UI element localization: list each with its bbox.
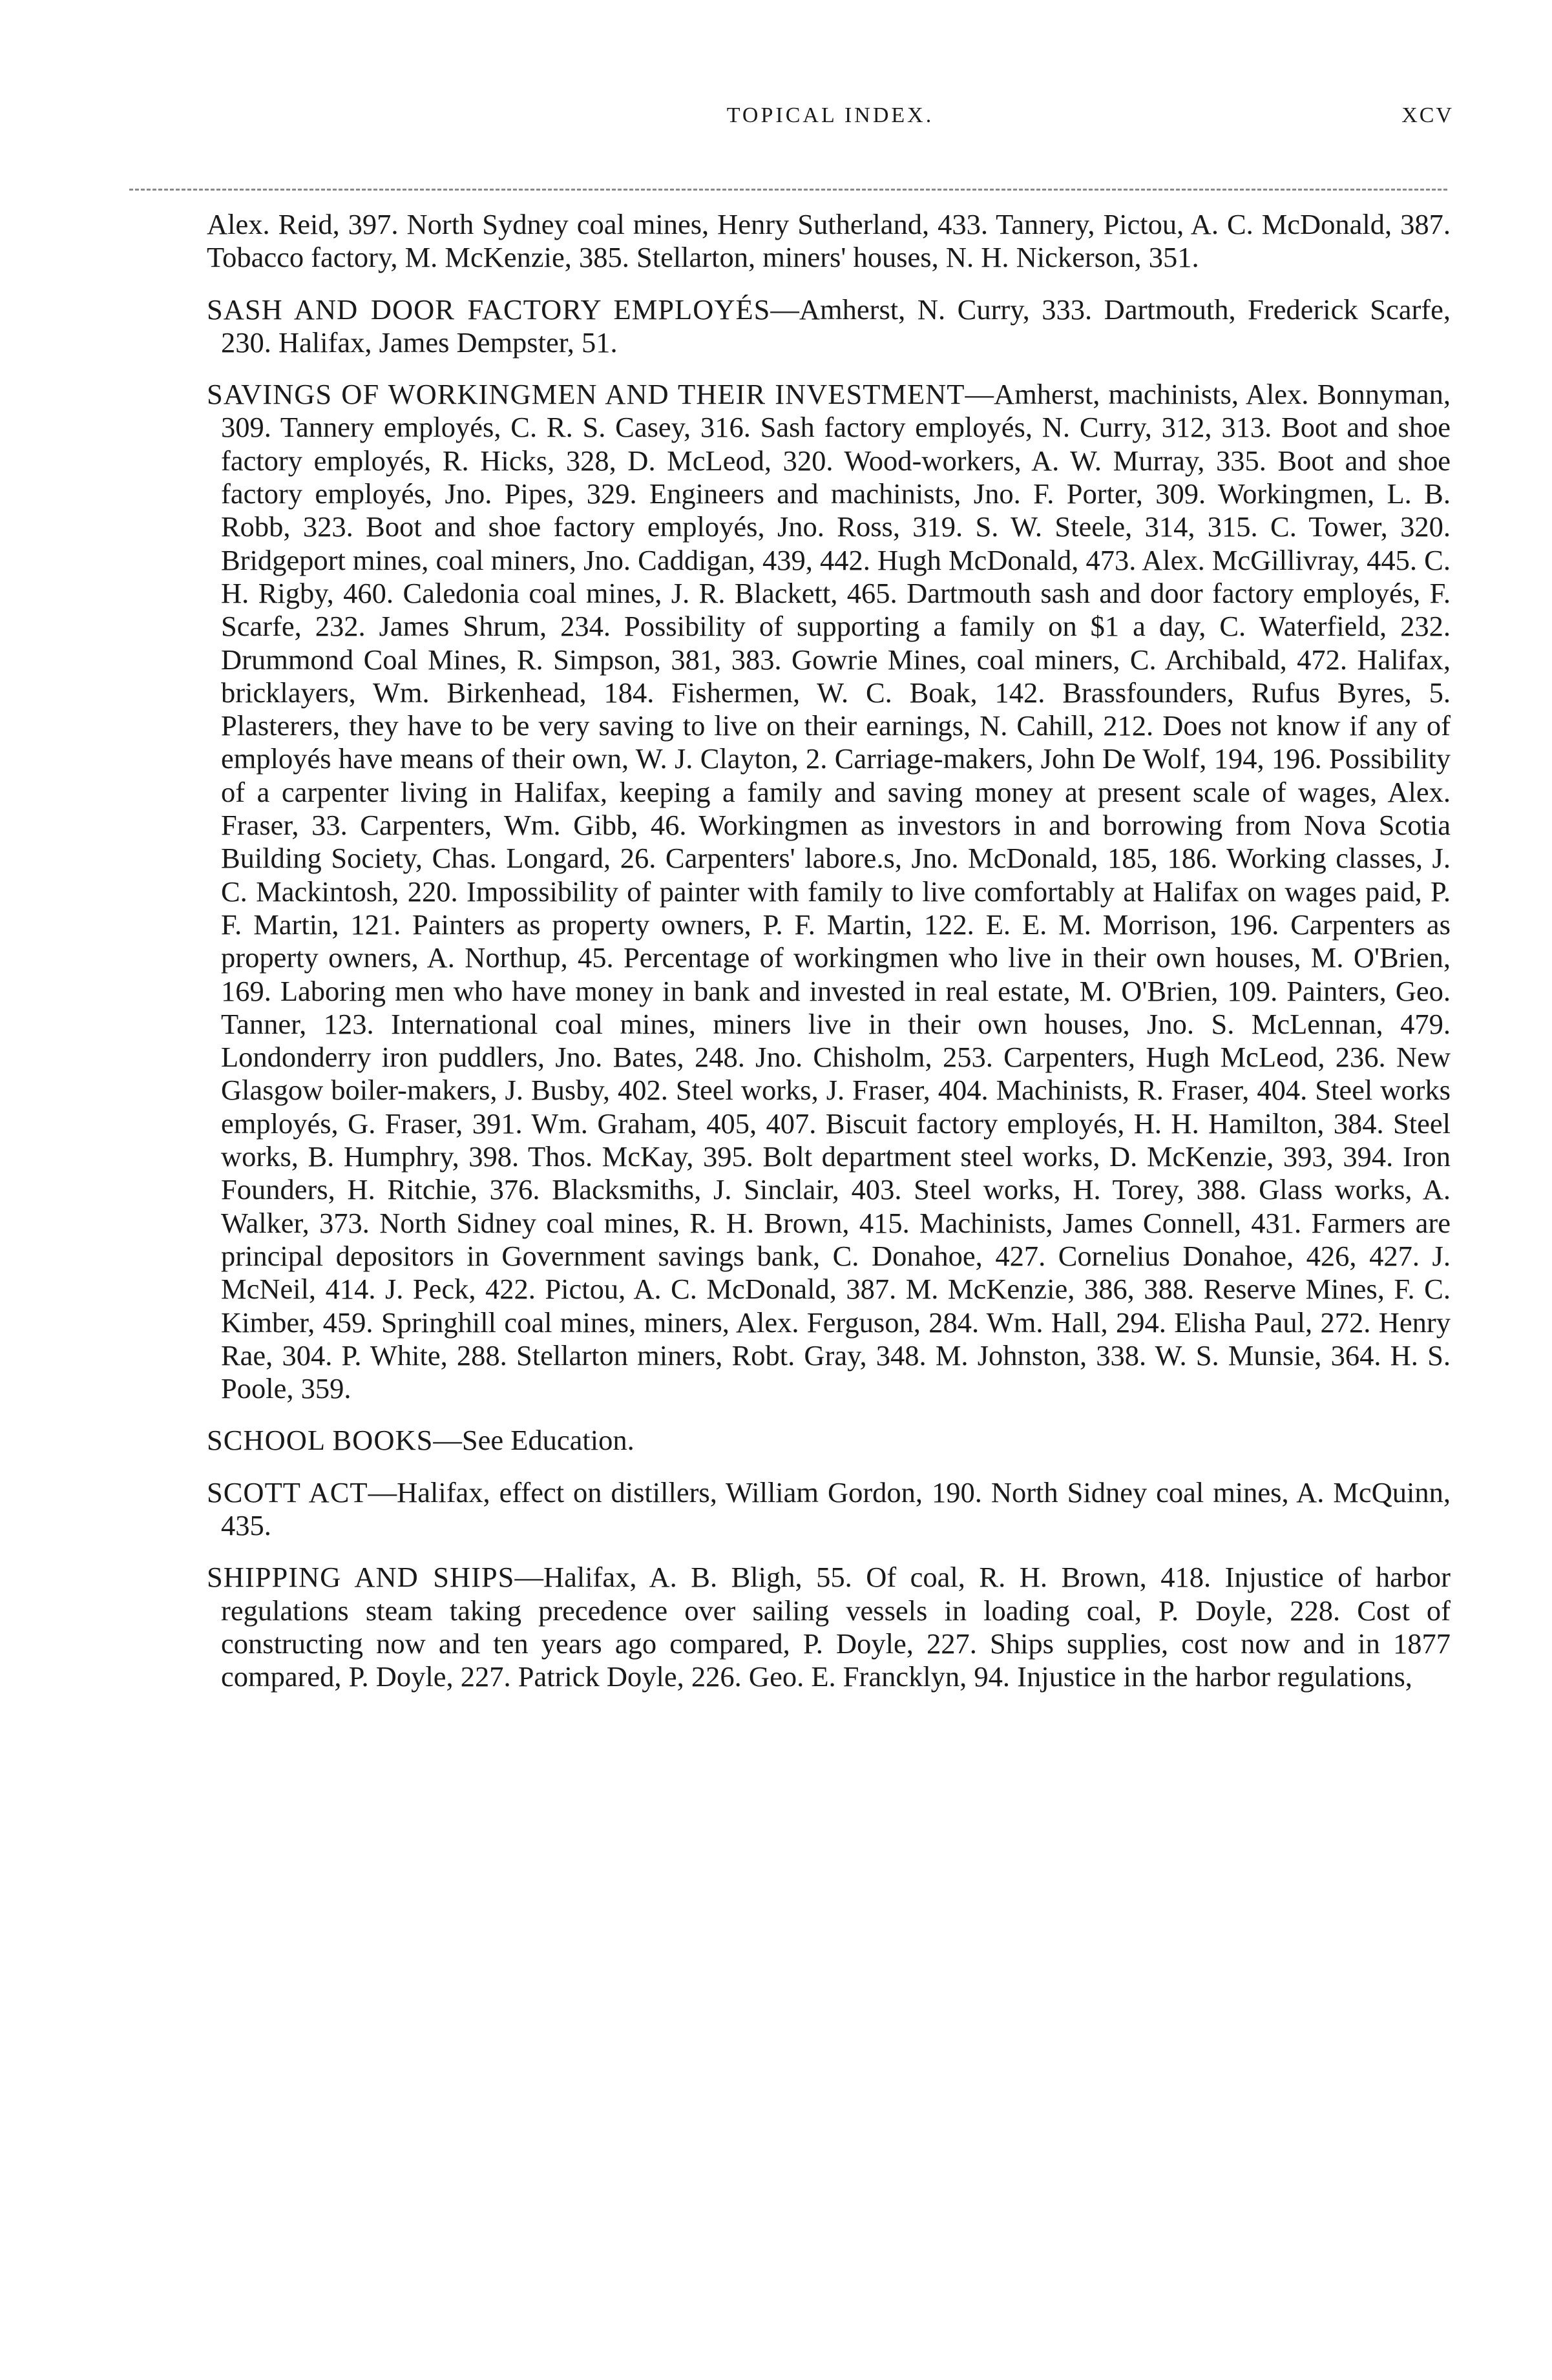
entry-heading: SAVINGS OF WORKINGMEN AND THEIR INVESTMENT — [207, 378, 965, 411]
page-title: TOPICAL INDEX. — [726, 103, 934, 127]
header-divider — [129, 189, 1447, 191]
page-number: XCV — [1401, 103, 1454, 127]
entry-text: —Halifax, A. B. Bligh, 55. Of coal, R. H. Brown, 418. Injustice of harbor regulations steam taking precedence over sailing vessels in loading coal, P. Doyle, 228. Cost of constructing now and ten years ago compared, P. Doyle, 227. Ships supplies, cost now and in 1877 compared, P. Doyle, 227. Patrick Doyle, 226. Geo. E. Francklyn, 94. Injustice in the harbor regulations, — [221, 1561, 1451, 1693]
index-entry-savings-of-workingmen — [207, 378, 1451, 1405]
index-entry-shipping-and-ships — [207, 1561, 1451, 1693]
index-entry-continued — [207, 208, 1451, 275]
index-entry-scott-act — [207, 1476, 1451, 1543]
index-entry-sash-and-door-factory — [207, 293, 1451, 360]
entry-text: Alex. Reid, 397. North Sydney coal mines, Henry Sutherland, 433. Tannery, Pictou, A. C. McDonald, 387. Tobacco factory, M. McKenzie, 385. Stellarton, miners' houses, N. H. Nickerson, 351. — [207, 208, 1451, 274]
entry-text: —Amherst, N. Curry, 333. Dartmouth, Frederick Scarfe, 230. Halifax, James Dempster, 51. — [221, 293, 1451, 359]
entry-text: —See Education. — [433, 1424, 634, 1457]
entry-text: —Amherst, machinists, Alex. Bonnyman, 309. Tannery employés, C. R. S. Casey, 316. Sash factory employés, N. Curry, 312, 313. Boot and shoe factory employés, R. Hicks, 328, D. McLeod, 320. Wood-workers, A. W. Murray, 335. Boot and shoe factory employés, Jno. Pipes, 329. Engineers and machinists, Jno. F. Porter, 309. Workingmen, L. B. Robb, 323. Boot and shoe factory employés, Jno. Ross, 319. S. W. Steele, 314, 315. C. Tower, 320. Bridgeport mines, coal miners, Jno. Caddigan, 439, 442. Hugh McDonald, 473. Alex. McGillivray, 445. C. H. Rigby, 460. Caledonia coal mines, J. R. Blackett, 465. Dartmouth sash and door factory employés, F. Scarfe, 232. James Shrum, 234. Possibility of supporting a family on $1 a day, C. Waterfield, 232. Drummond Coal Mines, R. Simpson, 381, 383. Gowrie Mines, coal miners, C. Archibald, 472. Halifax, bricklayers, Wm. Birkenhead, 184. Fishermen, W. C. Boak, 142. Brassfounders, Rufus Byres, 5. Plasterers, they have to be very saving to live on their earnings, N. Cahill, 212. Does not know if any of employés have means of their own, W. J. Clayton, 2. Carriage-makers, John De Wolf, 194, 196. Possibility of a carpenter living in Halifax, keeping a family and saving money at present scale of wages, Alex. Fraser, 33. Carpenters, Wm. Gibb, 46. Workingmen as investors in and borrowing from Nova Scotia Building Society, Chas. Longard, 26. Carpenters' labore.s, Jno. McDonald, 185, 186. Working classes, J. C. Mackintosh, 220. Impossibility of painter with family to live comfortably at Halifax on wages paid, P. F. Martin, 121. Painters as property owners, P. F. Martin, 122. E. E. M. Morrison, 196. Carpenters as property owners, A. Northup, 45. Percentage of workingmen who live in their own houses, M. O'Brien, 169. Laboring men who have money in bank and invested in real estate, M. O'Brien, 109. Painters, Geo. Tanner, 123. International coal mines, miners live in their own houses, Jno. S. McLennan, 479. Londonderry iron puddlers, Jno. Bates, 248. Jno. Chisholm, 253. Carpenters, Hugh McLeod, 236. New Glasgow boiler-makers, J. Busby, 402. Steel works, J. Fraser, 404. Machinists, R. Fraser, 404. Steel works employés, G. Fraser, 391. Wm. Graham, 405, 407. Biscuit factory employés, H. H. Hamilton, 384. Steel works, B. Humphry, 398. Thos. McKay, 395. Bolt department steel works, D. McKenzie, 393, 394. Iron Founders, H. Ritchie, 376. Blacksmiths, J. Sinclair, 403. Steel works, H. Torey, 388. Glass works, A. Walker, 373. North Sidney coal mines, R. H. Brown, 415. Machinists, James Connell, 431. Farmers are principal depositors in Government savings bank, C. Donahoe, 427. Cornelius Donahoe, 426, 427. J. McNeil, 414. J. Peck, 422. Pictou, A. C. McDonald, 387. M. McKenzie, 386, 388. Reserve Mines, F. C. Kimber, 459. Springhill coal mines, miners, Alex. Ferguson, 284. Wm. Hall, 294. Elisha Paul, 272. Henry Rae, 304. P. White, 288. Stellarton miners, Robt. Gray, 348. M. Johnston, 338. W. S. Munsie, 364. H. S. Poole, 359. — [221, 378, 1451, 1405]
entry-heading: SASH AND DOOR FACTORY EMPLOYÉS — [207, 293, 771, 326]
entry-heading: SCHOOL BOOKS — [207, 1424, 434, 1457]
index-entry-school-books — [207, 1424, 1451, 1457]
entry-text: —Halifax, effect on distillers, William Gordon, 190. North Sidney coal mines, A. McQuinn, 435. — [221, 1476, 1451, 1541]
index-body — [207, 208, 1451, 1712]
running-head — [207, 103, 1454, 142]
entry-heading: SCOTT ACT — [207, 1476, 368, 1508]
entry-heading: SHIPPING AND SHIPS — [207, 1561, 515, 1594]
